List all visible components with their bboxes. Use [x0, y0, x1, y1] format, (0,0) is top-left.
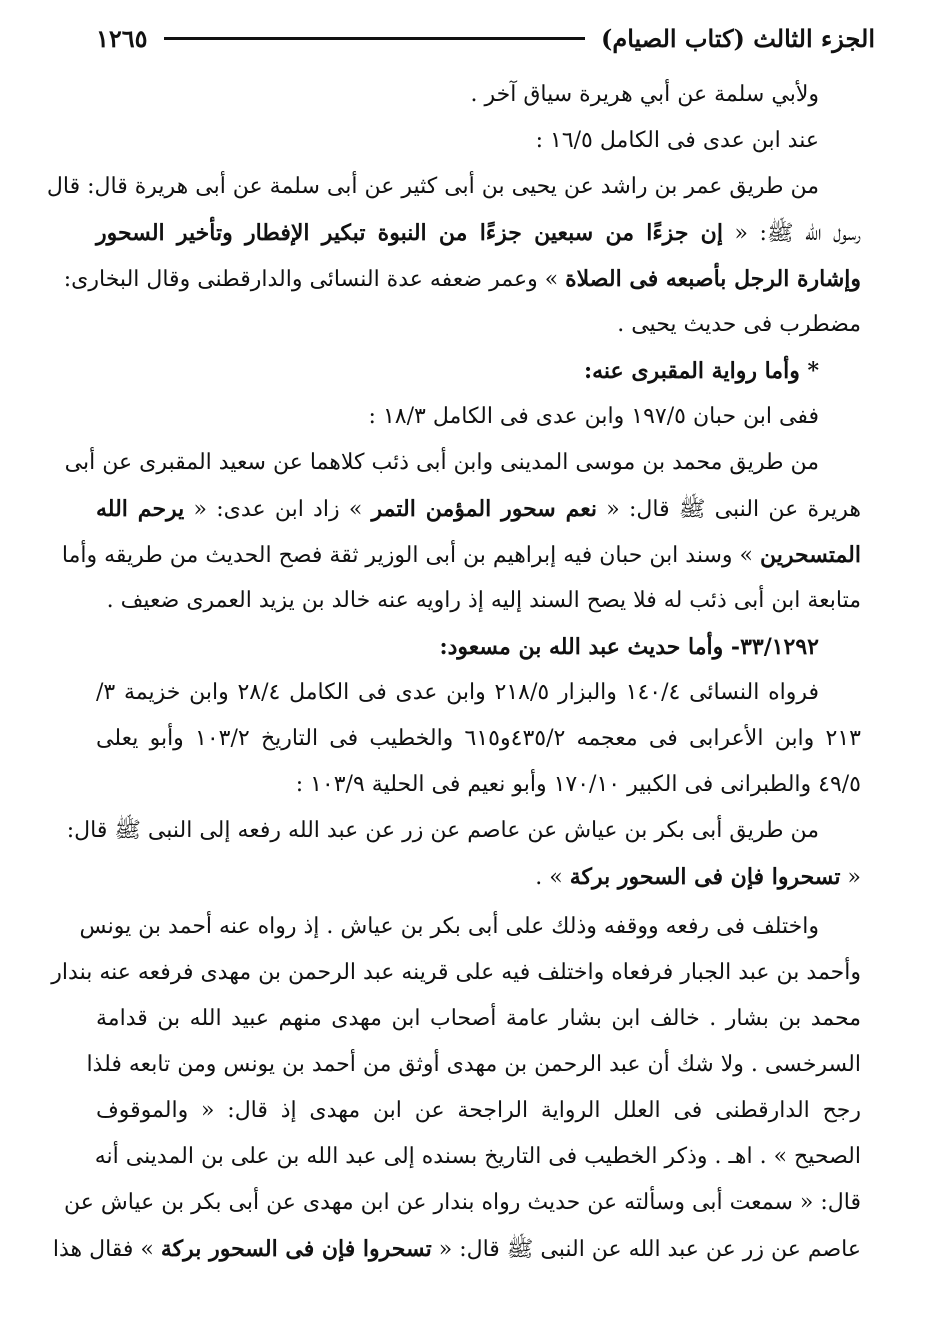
text-run-bold: تسحروا فإن فى السحور بركة	[569, 864, 841, 890]
text-line	[96, 578, 861, 624]
text-line	[96, 72, 861, 118]
text-line	[96, 996, 861, 1042]
text-line	[96, 670, 861, 716]
text-line	[96, 762, 861, 808]
text-run-bold: يرحم الله	[96, 496, 185, 522]
text-run: متابعة ابن أبى ذئب له فلا يصح السند إليه إذ راويه عنه خالد بن يزيد العمرى ضعيف .	[106, 588, 861, 613]
text-run: » .	[535, 865, 570, 890]
text-run: الصحيح » . اهـ . وذكر الخطيب فى التاريخ بسنده إلى عبد الله بن على بن المدينى أنه	[94, 1144, 861, 1169]
text-run: قال: « سمعت أبى وسألته عن حديث رواه بندار عن ابن مهدى عن أبى بكر بن عياش عن	[64, 1190, 861, 1215]
text-run: هريرة عن النبى ﷺ قال: «	[597, 497, 861, 522]
text-run: فرواه النسائى ١٤٠/٤ والبزار ٢١٨/٥ وابن عدى فى الكامل ٢٨/٤ وابن خزيمة ٣/	[96, 680, 819, 705]
text-line	[96, 486, 861, 532]
text-line	[96, 210, 861, 256]
section-heading	[96, 348, 861, 394]
text-run: » فقال هذا	[52, 1237, 161, 1262]
text-run-bold: تسحروا فإن فى السحور بركة	[160, 1236, 432, 1262]
text-run: ٤٩/٥ والطبرانى فى الكبير ١٧٠/١٠ وأبو نعيم فى الحلية ١٠٣/٩ :	[295, 772, 861, 797]
text-run: من طريق محمد بن موسى المدينى وابن أبى ذئب كلاهما عن سعيد المقبرى عن أبى	[64, 450, 819, 475]
text-line	[46, 164, 861, 210]
page-header	[96, 16, 875, 60]
text-run: رسول الله ﷺ: «	[722, 221, 861, 246]
text-line	[66, 808, 861, 854]
text-line	[96, 716, 861, 762]
text-run: رجح الدارقطنى فى العلل الرواية الراجحة عن ابن مهدى إذ قال: « والموقوف	[96, 1098, 861, 1123]
text-line	[52, 1226, 861, 1272]
text-run-bold: وإشارة الرجل بأصبعه فى الصلاة	[565, 266, 861, 292]
text-run: من طريق عمر بن راشد عن يحيى بن أبى كثير عن أبى سلمة عن أبى هريرة قال: قال	[46, 174, 819, 199]
text-line	[86, 1042, 861, 1088]
text-run: عاصم عن زر عن عبد الله عن النبى ﷺ قال: «	[431, 1237, 861, 1262]
text-run-bold: إن جزءًا من سبعين جزءًا من النبوة تبكير الإفطار وتأخير السحور	[96, 220, 723, 246]
text-line	[96, 1134, 861, 1180]
text-run: » زاد ابن عدى: «	[184, 497, 372, 522]
text-line	[96, 118, 861, 164]
text-run: من طريق أبى بكر بن عياش عن عاصم عن زر عن عبد الله رفعه إلى النبى ﷺ قال:	[66, 818, 819, 843]
running-head: الجزء الثالث (كتاب الصيام)	[601, 23, 875, 53]
text-run: واختلف فى رفعه ووقفه وذلك على أبى بكر بن عياش . إذ رواه عنه أحمد بن يونس	[79, 914, 819, 939]
section-heading	[96, 624, 861, 670]
text-run: «	[840, 865, 861, 890]
text-line	[61, 532, 861, 578]
text-run-bold: * وأما رواية المقبرى عنه:	[584, 358, 819, 384]
text-run: » وسند ابن حبان فيه إبراهيم بن أبى الوزير ثقة فصح الحديث من طريقه وأما	[61, 543, 760, 568]
text-line	[96, 302, 861, 348]
text-run: مضطرب فى حديث يحيى .	[617, 312, 861, 337]
header-rule	[164, 37, 585, 40]
text-run: السرخسى . ولا شك أن عبد الرحمن بن مهدى أوثق من أحمد بن يونس ومن تابعه فلذا	[86, 1052, 861, 1077]
text-line	[63, 256, 861, 302]
text-line	[64, 440, 861, 486]
text-run-bold: ٣٣/١٢٩٢- وأما حديث عبد الله بن مسعود:	[439, 634, 819, 660]
text-run-bold: نعم سحور المؤمن التمر	[371, 496, 598, 522]
text-line	[64, 1180, 861, 1226]
text-run: ٢١٣ وابن الأعرابى فى معجمه ٤٣٥/٢و٦١٥ والخطيب فى التاريخ ١٠٣/٢ وأبو يعلى	[96, 726, 861, 751]
page-number: ١٢٦٥	[96, 23, 148, 53]
text-line	[96, 394, 861, 440]
text-line	[51, 950, 861, 996]
text-run: وأحمد بن عبد الجبار فرفعاه واختلف فيه على قرينه عبد الرحمن بن مهدى فرفعه عنه بندار	[51, 960, 861, 985]
text-line	[96, 1088, 861, 1134]
page-body	[46, 72, 861, 1294]
text-run: محمد بن بشار . خالف ابن بشار عامة أصحاب ابن مهدى منهم عبيد الله بن قدامة	[96, 1006, 861, 1031]
text-line	[79, 904, 861, 950]
text-run: ولأبي سلمة عن أبي هريرة سياق آخر .	[470, 82, 819, 107]
text-run: ففى ابن حبان ١٩٧/٥ وابن عدى فى الكامل ١٨/٣ :	[368, 404, 819, 429]
text-run-bold: المتسحرين	[759, 542, 861, 568]
text-run: » وعمر ضعفه عدة النسائى والدارقطنى وقال البخارى:	[63, 267, 566, 292]
text-line	[96, 854, 861, 900]
text-run: عند ابن عدى فى الكامل ١٦/٥ :	[535, 128, 819, 153]
